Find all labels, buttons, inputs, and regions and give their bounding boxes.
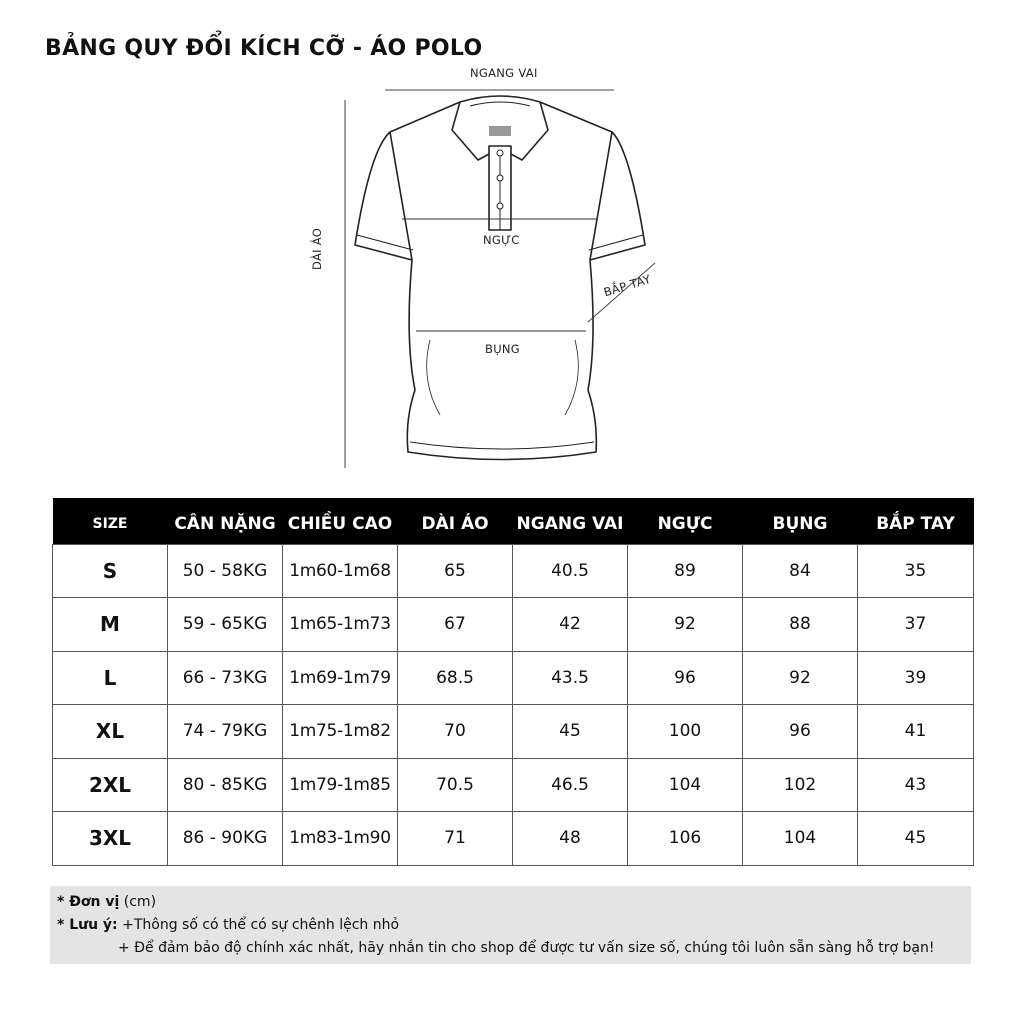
waist-cell: 84 bbox=[743, 544, 858, 598]
waist-cell: 88 bbox=[743, 598, 858, 652]
shoulder-label: NGANG VAI bbox=[470, 66, 538, 80]
weight-cell: 86 - 90KG bbox=[168, 812, 283, 866]
chest-cell: 106 bbox=[628, 812, 743, 866]
unit-note-label: * Đơn vị bbox=[57, 894, 120, 910]
length-cell: 70 bbox=[398, 705, 513, 759]
shoulder-cell: 43.5 bbox=[513, 651, 628, 705]
size-cell: 2XL bbox=[53, 758, 168, 812]
height-cell: 1m60-1m68 bbox=[283, 544, 398, 598]
table-row bbox=[53, 705, 974, 759]
waist-cell: 96 bbox=[743, 705, 858, 759]
size-cell: L bbox=[53, 651, 168, 705]
column-header: BỤNG bbox=[743, 498, 858, 544]
polo-shirt-illustration bbox=[0, 60, 1024, 480]
weight-cell: 50 - 58KG bbox=[168, 544, 283, 598]
column-header: SIZE bbox=[53, 498, 168, 544]
page-title: BẢNG QUY ĐỔI KÍCH CỠ - ÁO POLO bbox=[45, 36, 483, 61]
column-header: CHIỀU CAO bbox=[283, 498, 398, 544]
button-icon bbox=[497, 150, 503, 156]
polo-shirt-diagram bbox=[0, 60, 1024, 480]
length-cell: 65 bbox=[398, 544, 513, 598]
chest-cell: 92 bbox=[628, 598, 743, 652]
column-header: NGANG VAI bbox=[513, 498, 628, 544]
bicep-cell: 45 bbox=[858, 812, 974, 866]
table-row bbox=[53, 651, 974, 705]
size-cell: 3XL bbox=[53, 812, 168, 866]
size-cell: XL bbox=[53, 705, 168, 759]
caution-note bbox=[57, 917, 399, 933]
table-row bbox=[53, 598, 974, 652]
button-icon bbox=[497, 203, 503, 209]
bicep-cell: 39 bbox=[858, 651, 974, 705]
shoulder-cell: 42 bbox=[513, 598, 628, 652]
length-cell: 70.5 bbox=[398, 758, 513, 812]
size-table bbox=[52, 498, 974, 866]
height-cell: 1m83-1m90 bbox=[283, 812, 398, 866]
notes-box bbox=[50, 886, 971, 964]
collar-label-tag bbox=[489, 126, 511, 136]
length-cell: 67 bbox=[398, 598, 513, 652]
shoulder-cell: 40.5 bbox=[513, 544, 628, 598]
bicep-cell: 37 bbox=[858, 598, 974, 652]
table-row bbox=[53, 812, 974, 866]
unit-note bbox=[57, 894, 156, 910]
chest-cell: 100 bbox=[628, 705, 743, 759]
column-header: NGỰC bbox=[628, 498, 743, 544]
column-header: CÂN NẶNG bbox=[168, 498, 283, 544]
bicep-cell: 41 bbox=[858, 705, 974, 759]
table-row bbox=[53, 758, 974, 812]
size-cell: S bbox=[53, 544, 168, 598]
button-icon bbox=[497, 175, 503, 181]
weight-cell: 59 - 65KG bbox=[168, 598, 283, 652]
waist-cell: 102 bbox=[743, 758, 858, 812]
height-cell: 1m69-1m79 bbox=[283, 651, 398, 705]
chest-cell: 89 bbox=[628, 544, 743, 598]
caution-note-1: +Thông số có thể có sự chênh lệch nhỏ bbox=[122, 917, 400, 933]
waist-cell: 92 bbox=[743, 651, 858, 705]
weight-cell: 66 - 73KG bbox=[168, 651, 283, 705]
column-header: BẮP TAY bbox=[858, 498, 974, 544]
weight-cell: 74 - 79KG bbox=[168, 705, 283, 759]
chest-label: NGỰC bbox=[483, 233, 520, 247]
waist-cell: 104 bbox=[743, 812, 858, 866]
bicep-label: BẮP TAY bbox=[602, 271, 653, 300]
chest-cell: 96 bbox=[628, 651, 743, 705]
size-cell: M bbox=[53, 598, 168, 652]
bicep-cell: 43 bbox=[858, 758, 974, 812]
length-cell: 71 bbox=[398, 812, 513, 866]
table-row bbox=[53, 544, 974, 598]
length-label: DÀI ÁO bbox=[310, 227, 324, 270]
unit-note-value: (cm) bbox=[123, 894, 157, 910]
chest-cell: 104 bbox=[628, 758, 743, 812]
table-header-row bbox=[53, 498, 974, 544]
shoulder-cell: 45 bbox=[513, 705, 628, 759]
caution-note-label: * Lưu ý: bbox=[57, 917, 118, 933]
length-cell: 68.5 bbox=[398, 651, 513, 705]
shoulder-cell: 48 bbox=[513, 812, 628, 866]
shoulder-cell: 46.5 bbox=[513, 758, 628, 812]
waist-label: BỤNG bbox=[485, 342, 521, 356]
caution-note-2: + Để đảm bảo độ chính xác nhất, hãy nhắn tin cho shop để được tư vấn size số, chúng tôi luôn sẵn sàng hỗ trợ bạn! bbox=[118, 940, 935, 956]
height-cell: 1m65-1m73 bbox=[283, 598, 398, 652]
height-cell: 1m79-1m85 bbox=[283, 758, 398, 812]
bicep-cell: 35 bbox=[858, 544, 974, 598]
height-cell: 1m75-1m82 bbox=[283, 705, 398, 759]
column-header: DÀI ÁO bbox=[398, 498, 513, 544]
weight-cell: 80 - 85KG bbox=[168, 758, 283, 812]
